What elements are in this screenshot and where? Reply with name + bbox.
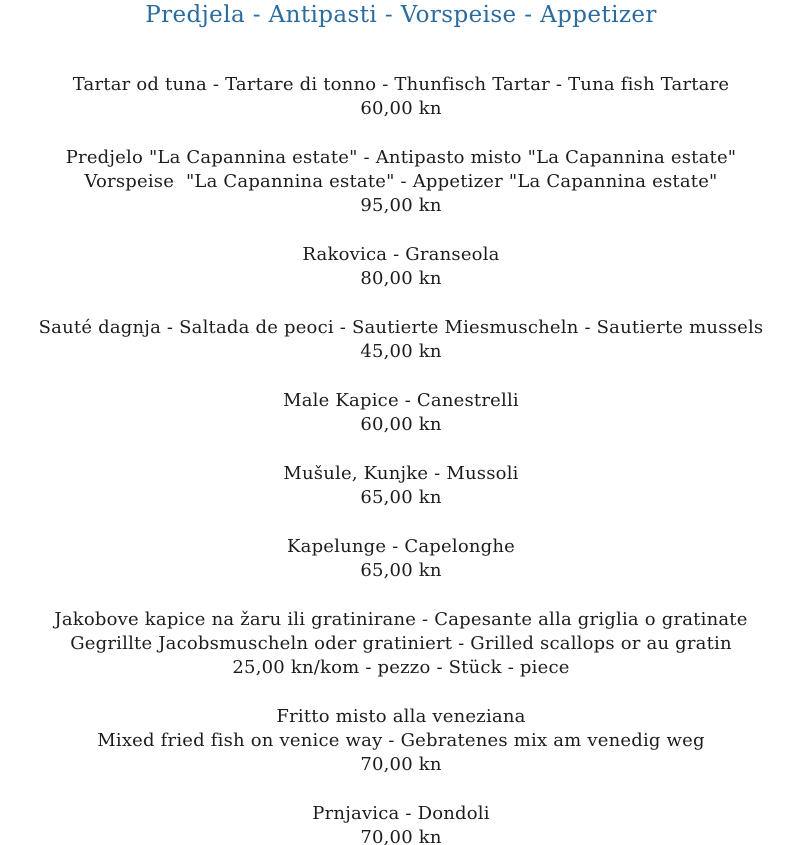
item-name-line: Fritto misto alla veneziana: [276, 706, 526, 727]
menu-item: [0, 316, 802, 364]
item-price: 65,00 kn: [360, 487, 442, 508]
item-name-line: Prnjavica - Dondoli: [312, 803, 490, 824]
item-price: 60,00 kn: [360, 414, 442, 435]
item-price: 60,00 kn: [360, 98, 442, 119]
item-price: 25,00 kn/kom - pezzo - Stück - piece: [232, 657, 570, 678]
item-name-line: Male Kapice - Canestrelli: [283, 390, 519, 411]
item-price: 70,00 kn: [360, 754, 442, 775]
menu-item: [0, 608, 802, 680]
item-price: 95,00 kn: [360, 195, 442, 216]
item-name-line: Mixed fried fish on venice way - Gebratenes mix am venedig weg: [97, 730, 705, 751]
menu-item: [0, 802, 802, 845]
item-price: 70,00 kn: [360, 827, 442, 845]
menu-item: [0, 389, 802, 437]
item-name-line: Gegrillte Jacobsmuscheln oder gratiniert - Grilled scallops or au gratin: [70, 633, 732, 654]
item-name-line: Kapelunge - Capelonghe: [286, 536, 516, 557]
menu-item: [0, 535, 802, 583]
menu-item: [0, 243, 802, 291]
menu-section-title: Predjela - Antipasti - Vorspeise - Appetizer: [145, 2, 657, 28]
item-name-line: Vorspeise "La Capannina estate" - Appetizer "La Capannina estate": [84, 171, 718, 192]
item-price: 45,00 kn: [360, 341, 442, 362]
item-name-line: Mušule, Kunjke - Mussoli: [283, 463, 519, 484]
item-price: 65,00 kn: [360, 560, 442, 581]
menu-item: [0, 146, 802, 218]
item-name-line: Tartar od tuna - Tartare di tonno - Thunfisch Tartar - Tuna fish Tartare: [72, 74, 730, 95]
menu-items-list: [0, 73, 802, 845]
menu-item: [0, 73, 802, 121]
item-name-line: Rakovica - Granseola: [302, 244, 500, 265]
item-price: 80,00 kn: [360, 268, 442, 289]
menu-item: [0, 705, 802, 777]
item-name-line: Jakobove kapice na žaru ili gratinirane - Capesante alla griglia o gratinate: [54, 609, 748, 630]
item-name-line: Sauté dagnja - Saltada de peoci - Sautierte Miesmuscheln - Sautierte mussels: [38, 317, 764, 338]
item-name-line: Predjelo "La Capannina estate" - Antipasto misto "La Capannina estate": [65, 147, 737, 168]
menu-item: [0, 462, 802, 510]
